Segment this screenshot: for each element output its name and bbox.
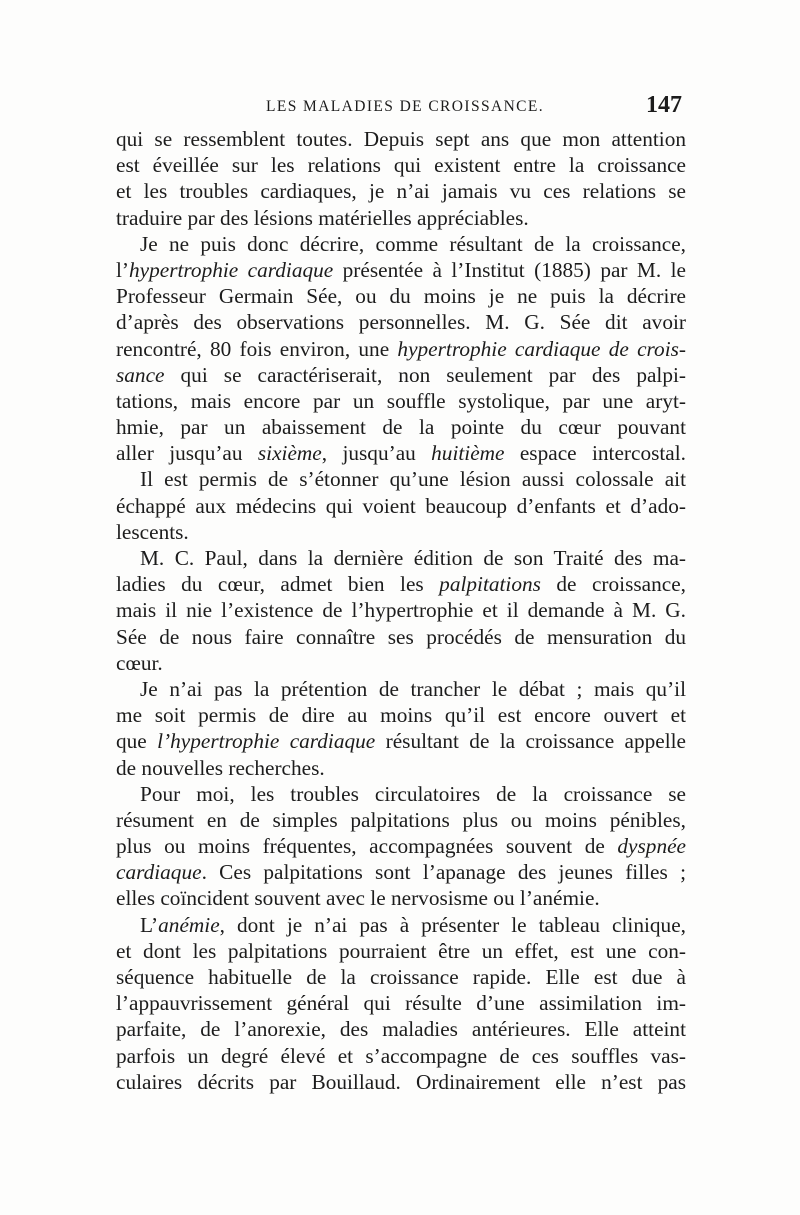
text-line <box>116 597 686 623</box>
text-line <box>116 1016 686 1042</box>
text-run: tations, mais encore par un souffle systolique, par une aryt- <box>116 388 686 413</box>
text-line <box>116 650 686 676</box>
text-line <box>116 624 686 650</box>
text-line <box>116 912 686 938</box>
text-line <box>116 1069 686 1095</box>
text-line <box>116 1043 686 1069</box>
text-run: d’après des observations personnelles. M. G. Sée dit avoir <box>116 310 686 335</box>
text-line <box>116 362 686 388</box>
text-line <box>116 859 686 885</box>
text-run: me soit permis de dire au moins qu’il est encore ouvert et <box>116 703 686 728</box>
italic-text: l’hypertrophie cardiaque <box>157 729 376 754</box>
text-run: séquence habituelle de la croissance rapide. Elle est due à <box>116 965 686 989</box>
italic-text: cardiaque <box>116 860 202 885</box>
text-run: Je ne puis donc décrire, comme résultant de la croissance, <box>140 231 686 256</box>
text-line <box>116 257 686 283</box>
text-run: plus ou moins fréquentes, accompagnées souvent de <box>116 834 618 859</box>
text-line <box>116 466 686 492</box>
text-run: aller jusqu’au <box>116 441 258 466</box>
italic-text: hypertrophie cardiaque de crois- <box>397 336 686 361</box>
text-line <box>116 519 686 545</box>
text-line <box>116 414 686 440</box>
italic-text: sixième <box>257 441 322 466</box>
text-line <box>116 990 686 1016</box>
text-line <box>116 755 686 781</box>
text-run: rencontré, 80 fois environ, une <box>116 336 398 361</box>
text-run: traduire par des lésions matérielles appréciables. <box>116 205 529 230</box>
text-line <box>116 178 686 204</box>
text-run: parfaite, de l’anorexie, des maladies antérieures. Elle atteint <box>116 1017 686 1042</box>
text-run: et dont les palpitations pourraient être un effet, est une con- <box>116 938 686 963</box>
italic-text: anémie <box>158 912 220 937</box>
italic-text: hypertrophie cardiaque <box>129 257 334 282</box>
text-line <box>116 388 686 414</box>
text-run: , jusqu’au <box>321 441 432 466</box>
italic-text: huitième <box>431 441 505 466</box>
text-run: L’ <box>140 912 159 937</box>
text-run: parfois un degré élevé et s’accompagne de ces souffles vas- <box>116 1043 686 1068</box>
text-line <box>116 676 686 702</box>
text-run: , dont je n’ai pas à présenter le tableau clinique, <box>219 912 686 937</box>
text-line <box>116 440 686 466</box>
text-line <box>116 938 686 964</box>
text-run: l’ <box>116 257 130 282</box>
text-run: M. C. Paul, dans la dernière édition de son Traité des ma- <box>140 546 686 570</box>
text-run: échappé aux médecins qui voient beaucoup d’enfants et d’ado- <box>116 493 686 518</box>
text-run: Pour moi, les troubles circulatoires de la croissance se <box>140 781 686 806</box>
text-run: de croissance, <box>540 572 686 597</box>
text-run: que <box>116 729 158 754</box>
text-run: Je n’ai pas la prétention de trancher le débat ; mais qu’il <box>140 676 686 701</box>
text-run: est éveillée sur les relations qui existent entre la croissance <box>116 153 686 178</box>
text-line <box>116 205 686 231</box>
text-run: elles coïncident souvent avec le nervosisme ou l’anémie. <box>116 886 600 911</box>
text-line <box>116 152 686 178</box>
text-line <box>116 728 686 754</box>
text-run: l’appauvrissement général qui résulte d’une assimilation im- <box>116 991 686 1016</box>
text-line <box>116 571 686 597</box>
text-line <box>116 964 686 990</box>
text-run: de nouvelles recherches. <box>116 755 325 780</box>
text-run: culaires décrits par Bouillaud. Ordinairement elle n’est pas <box>116 1069 686 1094</box>
italic-text: dyspnée <box>617 834 686 859</box>
text-line <box>116 493 686 519</box>
running-head <box>116 94 686 124</box>
text-run: . Ces palpitations sont l’apanage des jeunes filles ; <box>201 860 686 885</box>
text-line <box>116 885 686 911</box>
text-run: et les troubles cardiaques, je n’ai jamais vu ces relations se <box>116 179 686 204</box>
text-run: Il est permis de s’étonner qu’une lésion aussi colossale ait <box>140 467 686 492</box>
text-line <box>116 807 686 833</box>
italic-text: palpitations <box>439 572 541 597</box>
text-run: résultant de la croissance appelle <box>375 729 687 754</box>
text-run: qui se caractériserait, non seulement par des palpi- <box>164 362 686 387</box>
text-run: résument en de simples palpitations plus ou moins pénibles, <box>116 807 686 832</box>
text-run: espace intercostal. <box>504 441 686 466</box>
text-line <box>116 833 686 859</box>
text-run: présentée à l’Institut (1885) par M. le <box>333 257 686 282</box>
text-run: Professeur Germain Sée, ou du moins je ne puis la décrire <box>116 284 686 309</box>
text-run: lescents. <box>116 519 189 544</box>
italic-text: sance <box>116 362 165 387</box>
text-line <box>116 126 686 152</box>
text-line <box>116 309 686 335</box>
text-line <box>116 283 686 309</box>
text-run: ladies du cœur, admet bien les <box>116 572 440 597</box>
running-head-title: LES MALADIES DE CROISSANCE. <box>266 98 545 115</box>
text-line <box>116 545 686 571</box>
text-line <box>116 336 686 362</box>
text-line <box>116 781 686 807</box>
text-run: hmie, par un abaissement de la pointe du cœur pouvant <box>116 415 686 440</box>
text-run: qui se ressemblent toutes. Depuis sept ans que mon attention <box>116 127 686 151</box>
text-run: Sée de nous faire connaître ses procédés de mensuration du <box>116 624 686 649</box>
body-text <box>116 126 686 1095</box>
page-number: 147 <box>646 92 682 118</box>
text-line <box>116 702 686 728</box>
text-line <box>116 231 686 257</box>
text-run: cœur. <box>116 650 163 675</box>
text-run: mais il nie l’existence de l’hypertrophie et il demande à M. G. <box>116 598 686 623</box>
